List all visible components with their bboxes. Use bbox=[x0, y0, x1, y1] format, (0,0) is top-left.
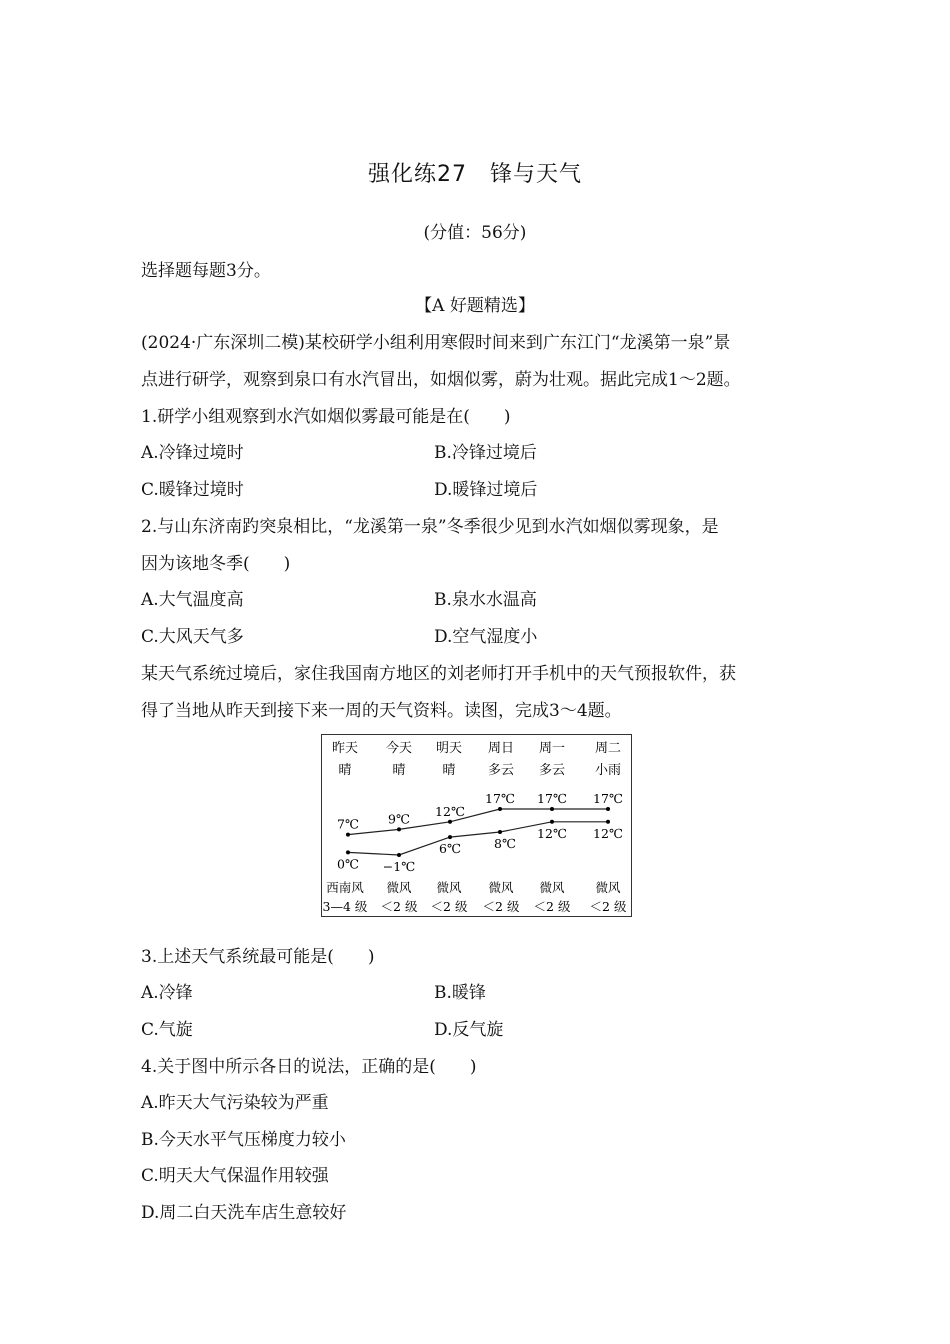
q4-option-d: D.周二白天洗车店生意较好 bbox=[141, 1203, 347, 1223]
weather-label: 晴 bbox=[338, 763, 352, 778]
wind-label: 微风 bbox=[436, 880, 462, 895]
q2-stem-line2: 因为该地冬季( ) bbox=[141, 554, 291, 574]
q4-option-a: A.昨天大气污染较为严重 bbox=[141, 1093, 329, 1113]
low-temp-point bbox=[448, 835, 452, 839]
low-temp-label: 0℃ bbox=[337, 856, 359, 872]
high-temp-point bbox=[606, 807, 610, 811]
low-temp-label: 12℃ bbox=[593, 825, 623, 841]
wind-label: 西南风 bbox=[326, 880, 364, 895]
wind-level-label: ＜2 级 bbox=[482, 899, 520, 914]
q4-stem: 4.关于图中所示各日的说法，正确的是( ) bbox=[141, 1057, 477, 1077]
high-temp-point bbox=[397, 827, 401, 831]
q3-option-b: B.暖锋 bbox=[434, 983, 486, 1003]
q2-option-d: D.空气湿度小 bbox=[434, 627, 538, 647]
low-temp-point bbox=[498, 830, 502, 834]
high-temp-label: 17℃ bbox=[537, 791, 567, 806]
q1-stem: 1.研学小组观察到水汽如烟似雾最可能是在( ) bbox=[141, 407, 511, 427]
wind-level-label: ＜2 级 bbox=[589, 899, 627, 914]
weather-label: 晴 bbox=[392, 763, 406, 778]
q2-option-c: C.大风天气多 bbox=[141, 627, 244, 647]
high-temp-label: 7℃ bbox=[337, 816, 359, 832]
high-temp-label: 17℃ bbox=[593, 791, 623, 806]
wind-level-label: ＜2 级 bbox=[533, 899, 571, 914]
weather-label: 小雨 bbox=[594, 763, 622, 778]
q2-stem-line1: 2.与山东济南趵突泉相比，“龙溪第一泉”冬季很少见到水汽如烟似雾现象，是 bbox=[141, 517, 719, 537]
q3-stem: 3.上述天气系统最可能是( ) bbox=[141, 947, 375, 967]
q1-option-d: D.暖锋过境后 bbox=[434, 480, 538, 500]
high-temp-point bbox=[448, 820, 452, 824]
q1-option-c: C.暖锋过境时 bbox=[141, 480, 244, 500]
wind-level-label: 3—4 级 bbox=[322, 899, 368, 914]
low-temp-point bbox=[397, 853, 401, 857]
weather-label: 晴 bbox=[442, 763, 456, 778]
q4-option-b: B.今天水平气压梯度力较小 bbox=[141, 1130, 346, 1150]
q2-option-a: A.大气温度高 bbox=[141, 590, 244, 610]
low-temp-point bbox=[550, 820, 554, 824]
passage1-line1: (2024·广东深圳二模)某校研学小组利用寒假时间来到广东江门“龙溪第一泉”景 bbox=[141, 333, 731, 353]
q2-option-b: B.泉水水温高 bbox=[434, 590, 537, 610]
weather-chart-svg bbox=[321, 734, 632, 917]
low-temp-label: 6℃ bbox=[439, 841, 461, 857]
wind-level-label: ＜2 级 bbox=[380, 899, 418, 914]
q3-option-c: C.气旋 bbox=[141, 1020, 193, 1040]
page-title: 强化练27 锋与天气 bbox=[368, 162, 582, 187]
day-label: 今天 bbox=[385, 741, 413, 756]
day-label: 昨天 bbox=[331, 741, 359, 756]
passage1-line2: 点进行研学，观察到泉口有水汽冒出，如烟似雾，蔚为壮观。据此完成1～2题。 bbox=[141, 370, 741, 390]
day-label: 周二 bbox=[594, 741, 622, 756]
score-note: (分值：56分) bbox=[423, 223, 527, 243]
q3-option-d: D.反气旋 bbox=[434, 1020, 504, 1040]
passage2-line2: 得了当地从昨天到接下来一周的天气资料。读图，完成3～4题。 bbox=[141, 701, 622, 721]
high-temp-point bbox=[346, 833, 350, 837]
wind-level-label: ＜2 级 bbox=[430, 899, 468, 914]
low-temp-label: 8℃ bbox=[494, 836, 516, 851]
wind-label: 微风 bbox=[488, 880, 514, 895]
high-temp-point bbox=[550, 807, 554, 811]
wind-label: 微风 bbox=[386, 880, 412, 895]
instruction: 选择题每题3分。 bbox=[141, 261, 271, 281]
day-label: 周一 bbox=[538, 741, 566, 756]
high-temp-label: 12℃ bbox=[435, 803, 465, 819]
high-temp-label: 9℃ bbox=[388, 811, 410, 827]
low-temp-point bbox=[606, 820, 610, 824]
q4-option-c: C.明天大气保温作用较强 bbox=[141, 1166, 329, 1186]
q1-option-a: A.冷锋过境时 bbox=[141, 443, 244, 463]
high-temp-label: 17℃ bbox=[485, 791, 515, 806]
high-temp-point bbox=[498, 807, 502, 811]
passage2-line1: 某天气系统过境后，家住我国南方地区的刘老师打开手机中的天气预报软件，获 bbox=[141, 664, 736, 684]
day-label: 周日 bbox=[487, 741, 515, 756]
low-temp-label: 12℃ bbox=[537, 825, 567, 841]
weather-label: 多云 bbox=[487, 763, 515, 778]
chart-frame bbox=[322, 735, 632, 917]
weather-forecast-chart bbox=[321, 734, 632, 917]
low-temp-label: −1℃ bbox=[382, 859, 416, 874]
low-temp-point bbox=[346, 850, 350, 854]
q1-option-b: B.冷锋过境后 bbox=[434, 443, 537, 463]
wind-label: 微风 bbox=[595, 880, 621, 895]
q3-option-a: A.冷锋 bbox=[141, 983, 193, 1003]
weather-label: 多云 bbox=[538, 763, 566, 778]
wind-label: 微风 bbox=[539, 880, 565, 895]
day-label: 明天 bbox=[435, 741, 463, 756]
section-title: 【A 好题精选】 bbox=[415, 296, 535, 316]
